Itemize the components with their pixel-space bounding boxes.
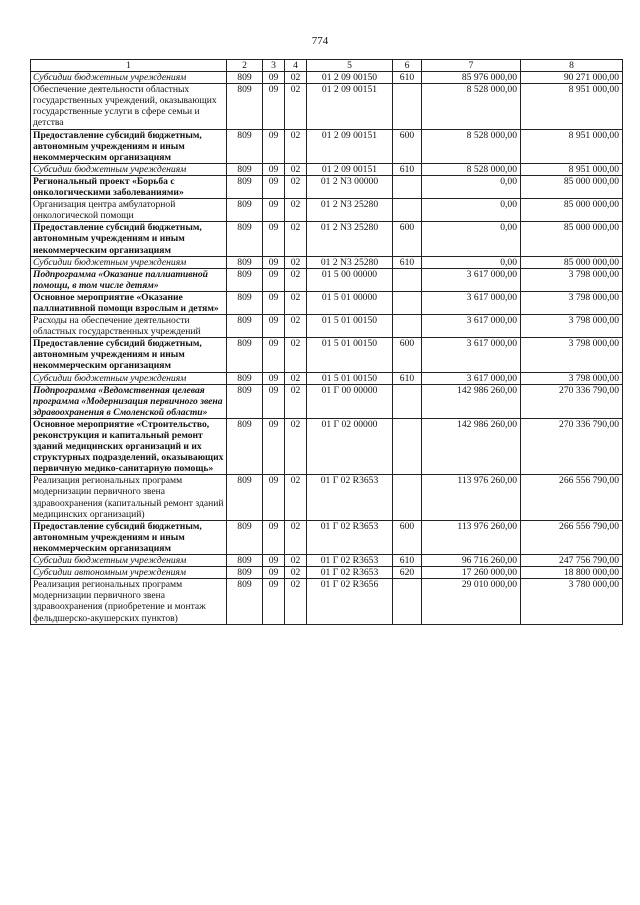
- target-article: 01 2 N3 25280: [307, 222, 393, 256]
- amount-year-1: 17 260 000,00: [422, 567, 521, 579]
- amount-year-1: 3 617 000,00: [422, 315, 521, 338]
- amount-year-1: 3 617 000,00: [422, 291, 521, 314]
- amount-year-1: 96 716 260,00: [422, 555, 521, 567]
- expense-type: 610: [393, 555, 422, 567]
- amount-year-1: 0,00: [422, 222, 521, 256]
- target-article: 01 5 01 00150: [307, 315, 393, 338]
- section-code: 09: [263, 372, 285, 384]
- item-name: Реализация региональных программ модернизации первичного звена здравоохранения (капитальный ремонт зданий медицинских организаций): [31, 475, 227, 520]
- target-article: 01 Г 02 00000: [307, 418, 393, 474]
- table-row: [31, 338, 623, 372]
- target-article: 01 2 N3 00000: [307, 175, 393, 198]
- expense-type: 610: [393, 256, 422, 268]
- header-row: [31, 60, 623, 72]
- target-article: 01 Г 02 R3653: [307, 475, 393, 520]
- amount-year-1: 8 528 000,00: [422, 129, 521, 163]
- amount-year-2: 85 000 000,00: [521, 256, 623, 268]
- section-code: 09: [263, 338, 285, 372]
- table-row: [31, 567, 623, 579]
- item-name: Региональный проект «Борьба с онкологическими заболеваниями»: [31, 175, 227, 198]
- expense-type: 600: [393, 520, 422, 554]
- section-code: 09: [263, 268, 285, 291]
- expense-type: 610: [393, 163, 422, 175]
- column-header: 8: [521, 60, 623, 72]
- item-name: Организация центра амбулаторной онкологической помощи: [31, 199, 227, 222]
- table-row: [31, 72, 623, 84]
- expense-type: [393, 268, 422, 291]
- item-name: Расходы на обеспечение деятельности областных государственных учреждений: [31, 315, 227, 338]
- amount-year-1: 85 976 000,00: [422, 72, 521, 84]
- ministry-code: 809: [227, 338, 263, 372]
- column-header: 1: [31, 60, 227, 72]
- ministry-code: 809: [227, 315, 263, 338]
- expense-type: [393, 418, 422, 474]
- subsection-code: 02: [285, 199, 307, 222]
- target-article: 01 2 09 00151: [307, 84, 393, 129]
- subsection-code: 02: [285, 555, 307, 567]
- table-row: [31, 418, 623, 474]
- table-row: [31, 291, 623, 314]
- ministry-code: 809: [227, 475, 263, 520]
- ministry-code: 809: [227, 567, 263, 579]
- subsection-code: 02: [285, 579, 307, 624]
- target-article: 01 5 00 00000: [307, 268, 393, 291]
- section-code: 09: [263, 418, 285, 474]
- item-name: Подпрограмма «Ведомственная целевая программа «Модернизация первичного звена здравоохранения в Смоленской области»: [31, 384, 227, 418]
- amount-year-2: 266 556 790,00: [521, 520, 623, 554]
- amount-year-2: 270 336 790,00: [521, 384, 623, 418]
- amount-year-1: 29 010 000,00: [422, 579, 521, 624]
- section-code: 09: [263, 72, 285, 84]
- item-name: Обеспечение деятельности областных государственных учреждений, оказывающих государственные услуги в сфере семьи и детства: [31, 84, 227, 129]
- section-code: 09: [263, 129, 285, 163]
- amount-year-2: 3 780 000,00: [521, 579, 623, 624]
- ministry-code: 809: [227, 256, 263, 268]
- amount-year-2: 8 951 000,00: [521, 84, 623, 129]
- subsection-code: 02: [285, 129, 307, 163]
- target-article: 01 5 01 00000: [307, 291, 393, 314]
- amount-year-2: 90 271 000,00: [521, 72, 623, 84]
- expense-type: [393, 384, 422, 418]
- table-row: [31, 520, 623, 554]
- amount-year-2: 85 000 000,00: [521, 222, 623, 256]
- item-name: Предоставление субсидий бюджетным, автономным учреждениям и иным некоммерческим организациям: [31, 129, 227, 163]
- ministry-code: 809: [227, 384, 263, 418]
- ministry-code: 809: [227, 222, 263, 256]
- amount-year-2: 266 556 790,00: [521, 475, 623, 520]
- ministry-code: 809: [227, 175, 263, 198]
- item-name: Подпрограмма «Оказание паллиативной помощи, в том числе детям»: [31, 268, 227, 291]
- expense-type: 610: [393, 372, 422, 384]
- subsection-code: 02: [285, 256, 307, 268]
- item-name: Предоставление субсидий бюджетным, автономным учреждениям и иным некоммерческим организациям: [31, 338, 227, 372]
- item-name: Субсидии бюджетным учреждениям: [31, 256, 227, 268]
- ministry-code: 809: [227, 418, 263, 474]
- amount-year-1: 142 986 260,00: [422, 384, 521, 418]
- expense-type: 610: [393, 72, 422, 84]
- target-article: 01 2 N3 25280: [307, 256, 393, 268]
- amount-year-1: 3 617 000,00: [422, 268, 521, 291]
- subsection-code: 02: [285, 268, 307, 291]
- column-header: 2: [227, 60, 263, 72]
- ministry-code: 809: [227, 555, 263, 567]
- table-row: [31, 256, 623, 268]
- target-article: 01 Г 00 00000: [307, 384, 393, 418]
- amount-year-1: 113 976 260,00: [422, 520, 521, 554]
- budget-table: [30, 59, 623, 625]
- expense-type: [393, 175, 422, 198]
- subsection-code: 02: [285, 163, 307, 175]
- amount-year-2: 3 798 000,00: [521, 291, 623, 314]
- table-row: [31, 579, 623, 624]
- ministry-code: 809: [227, 579, 263, 624]
- item-name: Предоставление субсидий бюджетным, автономным учреждениям и иным некоммерческим организациям: [31, 520, 227, 554]
- subsection-code: 02: [285, 372, 307, 384]
- page-number: 774: [311, 35, 329, 47]
- amount-year-1: 3 617 000,00: [422, 372, 521, 384]
- amount-year-1: 3 617 000,00: [422, 338, 521, 372]
- amount-year-2: 18 800 000,00: [521, 567, 623, 579]
- target-article: 01 2 09 00150: [307, 72, 393, 84]
- item-name: Реализация региональных программ модернизации первичного звена здравоохранения (приобретение и монтаж фельдшерско-акушерских пунктов): [31, 579, 227, 624]
- amount-year-2: 270 336 790,00: [521, 418, 623, 474]
- expense-type: [393, 579, 422, 624]
- table-row: [31, 315, 623, 338]
- item-name: Основное мероприятие «Оказание паллиативной помощи взрослым и детям»: [31, 291, 227, 314]
- section-code: 09: [263, 579, 285, 624]
- expense-type: [393, 475, 422, 520]
- subsection-code: 02: [285, 84, 307, 129]
- table-row: [31, 199, 623, 222]
- amount-year-2: 3 798 000,00: [521, 315, 623, 338]
- amount-year-1: 8 528 000,00: [422, 84, 521, 129]
- section-code: 09: [263, 555, 285, 567]
- item-name: Субсидии бюджетным учреждениям: [31, 72, 227, 84]
- section-code: 09: [263, 567, 285, 579]
- section-code: 09: [263, 199, 285, 222]
- item-name: Предоставление субсидий бюджетным, автономным учреждениям и иным некоммерческим организациям: [31, 222, 227, 256]
- subsection-code: 02: [285, 520, 307, 554]
- subsection-code: 02: [285, 567, 307, 579]
- ministry-code: 809: [227, 129, 263, 163]
- amount-year-2: 8 951 000,00: [521, 129, 623, 163]
- column-header: 4: [285, 60, 307, 72]
- ministry-code: 809: [227, 84, 263, 129]
- table-row: [31, 555, 623, 567]
- target-article: 01 Г 02 R3656: [307, 579, 393, 624]
- ministry-code: 809: [227, 199, 263, 222]
- subsection-code: 02: [285, 338, 307, 372]
- column-header: 6: [393, 60, 422, 72]
- expense-type: [393, 84, 422, 129]
- expense-type: [393, 291, 422, 314]
- item-name: Субсидии бюджетным учреждениям: [31, 555, 227, 567]
- expense-type: 600: [393, 338, 422, 372]
- amount-year-2: 85 000 000,00: [521, 199, 623, 222]
- section-code: 09: [263, 84, 285, 129]
- section-code: 09: [263, 520, 285, 554]
- table-row: [31, 175, 623, 198]
- target-article: 01 2 N3 25280: [307, 199, 393, 222]
- expense-type: 600: [393, 222, 422, 256]
- column-header: 5: [307, 60, 393, 72]
- item-name: Основное мероприятие «Строительство, реконструкция и капитальный ремонт зданий медицинских организаций и их структурных подразделений, оказывающих первичную медико-санитарную помощь»: [31, 418, 227, 474]
- target-article: 01 5 01 00150: [307, 338, 393, 372]
- section-code: 09: [263, 475, 285, 520]
- expense-type: 600: [393, 129, 422, 163]
- table-row: [31, 372, 623, 384]
- target-article: 01 2 09 00151: [307, 163, 393, 175]
- amount-year-1: 0,00: [422, 199, 521, 222]
- amount-year-2: 3 798 000,00: [521, 338, 623, 372]
- amount-year-2: 85 000 000,00: [521, 175, 623, 198]
- subsection-code: 02: [285, 175, 307, 198]
- item-name: Субсидии бюджетным учреждениям: [31, 372, 227, 384]
- ministry-code: 809: [227, 372, 263, 384]
- item-name: Субсидии автономным учреждениям: [31, 567, 227, 579]
- expense-type: [393, 315, 422, 338]
- table-body: [31, 72, 623, 625]
- ministry-code: 809: [227, 268, 263, 291]
- section-code: 09: [263, 291, 285, 314]
- item-name: Субсидии бюджетным учреждениям: [31, 163, 227, 175]
- subsection-code: 02: [285, 384, 307, 418]
- table-row: [31, 163, 623, 175]
- expense-type: [393, 199, 422, 222]
- ministry-code: 809: [227, 72, 263, 84]
- amount-year-1: 142 986 260,00: [422, 418, 521, 474]
- table-row: [31, 475, 623, 520]
- target-article: 01 Г 02 R3653: [307, 567, 393, 579]
- table-row: [31, 222, 623, 256]
- subsection-code: 02: [285, 72, 307, 84]
- section-code: 09: [263, 175, 285, 198]
- amount-year-2: 3 798 000,00: [521, 372, 623, 384]
- amount-year-2: 247 756 790,00: [521, 555, 623, 567]
- section-code: 09: [263, 256, 285, 268]
- subsection-code: 02: [285, 315, 307, 338]
- target-article: 01 2 09 00151: [307, 129, 393, 163]
- table-row: [31, 84, 623, 129]
- subsection-code: 02: [285, 291, 307, 314]
- column-header: 3: [263, 60, 285, 72]
- amount-year-1: 0,00: [422, 256, 521, 268]
- table-row: [31, 129, 623, 163]
- table-row: [31, 268, 623, 291]
- subsection-code: 02: [285, 418, 307, 474]
- target-article: 01 Г 02 R3653: [307, 555, 393, 567]
- section-code: 09: [263, 315, 285, 338]
- amount-year-1: 0,00: [422, 175, 521, 198]
- table-row: [31, 384, 623, 418]
- amount-year-2: 8 951 000,00: [521, 163, 623, 175]
- amount-year-1: 8 528 000,00: [422, 163, 521, 175]
- section-code: 09: [263, 222, 285, 256]
- column-header: 7: [422, 60, 521, 72]
- amount-year-1: 113 976 260,00: [422, 475, 521, 520]
- subsection-code: 02: [285, 222, 307, 256]
- section-code: 09: [263, 384, 285, 418]
- target-article: 01 Г 02 R3653: [307, 520, 393, 554]
- expense-type: 620: [393, 567, 422, 579]
- ministry-code: 809: [227, 163, 263, 175]
- target-article: 01 5 01 00150: [307, 372, 393, 384]
- subsection-code: 02: [285, 475, 307, 520]
- ministry-code: 809: [227, 291, 263, 314]
- section-code: 09: [263, 163, 285, 175]
- amount-year-2: 3 798 000,00: [521, 268, 623, 291]
- ministry-code: 809: [227, 520, 263, 554]
